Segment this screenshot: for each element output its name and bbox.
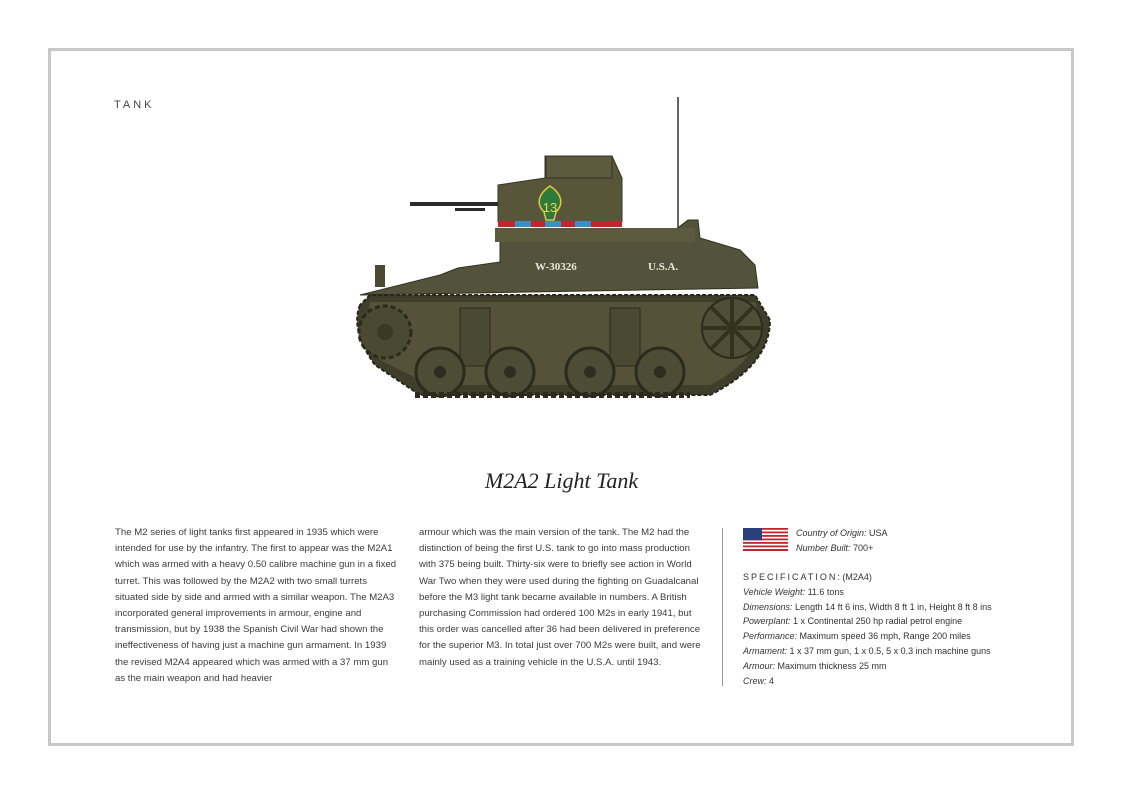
description-column-1: The M2 series of light tanks first appeared in 1935 which were intended for use by the infantry. The first to appear was the M2A1 which was armed with a heavy 0.50 calibre machine gun in a fixed turret. This was followed by the M2A2 with two small turrets situated side by side and armed with a similar weapon. The M2A3 incorporated general improvements in armour, engine and transmission, but by 1938 the Spanish Civil War had shown the ineffectiveness of having just a machine gun armament. In 1939 the revised M2A4 appeared which was armed with a 37 mm gun as the main weapon and had heavier	[115, 527, 397, 684]
spec-row: Powerplant: 1 x Continental 250 hp radial petrol engine	[743, 616, 963, 627]
spec-row: Crew: 4	[743, 675, 775, 686]
tank-serial-number: W-30326	[535, 261, 577, 273]
usa-flag-icon	[743, 528, 788, 551]
origin-number-built: Number Built: 700+	[796, 542, 874, 553]
spec-row: Performance: Maximum speed 36 mph, Range 200 miles	[743, 631, 971, 642]
specification-heading: SPECIFICATION: (M2A4)	[743, 572, 872, 582]
specification-block	[743, 570, 1043, 688]
tank-nation-marking: U.S.A.	[648, 261, 679, 273]
spec-row: Dimensions: Length 14 ft 6 ins, Width 8 ft 1 in, Height 8 ft 8 ins	[743, 601, 992, 612]
description-column-2: armour which was the main version of the tank. The M2 had the distinction of being the first U.S. tank to go into mass production with 375 being built. Thirty-six were to briefly see action in World War Two when they were used during the fighting on Guadalcanal before the M3 light tank became available in numbers. A British purchasing Commission had ordered 100 M2s in early 1941, but this order was cancelled after 36 had been delivered in preference for the superior M3. In total just over 700 M2s were built, and were mainly used as a training vehicle in the U.S.A. until 1943.	[419, 527, 701, 668]
origin-country: Country of Origin: USA	[796, 528, 888, 538]
page-title: M2A2 Light Tank	[484, 468, 639, 493]
origin-info	[796, 526, 888, 555]
spec-row: Vehicle Weight: 11.6 tons	[743, 586, 844, 597]
category-label: TANK	[114, 99, 155, 111]
spec-row: Armament: 1 x 37 mm gun, 1 x 0.5, 5 x 0.3 inch machine guns	[743, 645, 991, 656]
tank-illustration	[330, 90, 780, 415]
column-divider	[722, 528, 723, 686]
insignia-number: 13	[542, 200, 558, 215]
spec-row: Armour: Maximum thickness 25 mm	[743, 660, 887, 671]
